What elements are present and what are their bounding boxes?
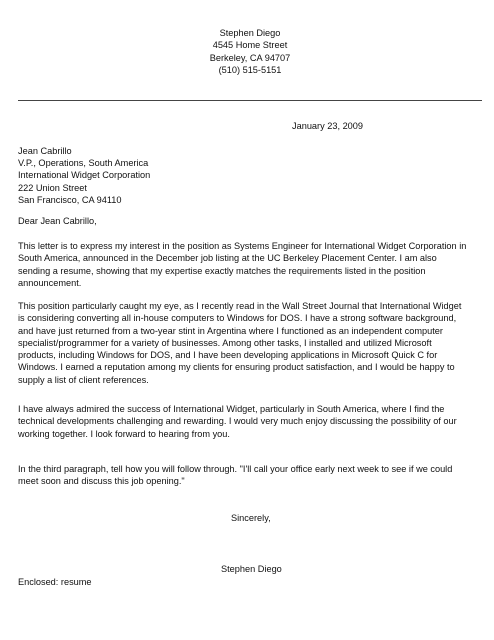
paragraph-line: specialist/programmer for a variety of businesses. Among other tasks, I installed and utilized Microsoft — [18, 337, 432, 348]
enclosure-note: Enclosed: resume — [18, 577, 92, 587]
paragraph-line: working together. I look forward to hearing from you. — [18, 428, 230, 439]
letter-date: January 23, 2009 — [292, 121, 364, 131]
body-paragraph-4 — [18, 463, 488, 488]
recipient-address-block — [18, 145, 150, 206]
paragraph-line: This position particularly caught my eye, as I recently read in the Wall Street Journal that International Widget — [18, 301, 462, 311]
sender-phone: (510) 515-5151 — [218, 65, 282, 76]
paragraph-line: This letter is to express my interest in the position as Systems Engineer for International Widget Corporation in — [18, 241, 467, 251]
sender-name: Stephen Diego — [219, 28, 281, 38]
paragraph-line: supply a list of client references. — [18, 374, 149, 385]
sender-address-block — [175, 27, 325, 77]
paragraph-line: I have always admired the success of International Widget, particularly in South America, where I find the — [18, 404, 445, 414]
sender-city-line: Berkeley, CA 94707 — [209, 52, 291, 63]
recipient-name: Jean Cabrillo — [18, 146, 72, 156]
recipient-title: V.P., Operations, South America — [18, 158, 149, 169]
paragraph-line: technical developments challenging and rewarding. I would very much enjoy discussing the possibility of our — [18, 416, 457, 427]
body-paragraph-3 — [18, 403, 488, 440]
paragraph-line: sending a resume, showing that my expertise exactly matches the requirements listed in the position — [18, 265, 426, 276]
paragraph-line: products, including Windows for DOS, and I have been developing applications in Microsoft Quick C for — [18, 350, 438, 361]
paragraph-line: and have just returned from a two-year stint in Argentina where I functioned as an independent computer — [18, 325, 443, 336]
sender-street: 4545 Home Street — [212, 40, 288, 51]
paragraph-line: Windows. I earned a reputation among my clients for ensuring product satisfaction, and I would be happy to — [18, 362, 455, 373]
paragraph-line: South America, announced in the December job listing at the UC Berkeley Placement Center. I am also — [18, 253, 437, 264]
paragraph-line: In the third paragraph, tell how you will follow through. "I'll call your office early next week to see if we could — [18, 464, 453, 474]
paragraph-line: announcement. — [18, 277, 82, 288]
recipient-company: International Widget Corporation — [18, 170, 151, 181]
recipient-city-line: San Francisco, CA 94110 — [18, 194, 122, 205]
complimentary-closing: Sincerely, — [231, 513, 271, 523]
salutation: Dear Jean Cabrillo, — [18, 216, 97, 226]
paragraph-line: is considering converting all in-house computers to Windows for DOS. I have a strong software background, — [18, 313, 457, 324]
body-paragraph-1 — [18, 240, 488, 289]
signature-name: Stephen Diego — [221, 564, 282, 574]
paragraph-line: meet soon and discuss this job opening." — [18, 476, 185, 487]
body-paragraph-2 — [18, 300, 488, 386]
recipient-street: 222 Union Street — [18, 182, 87, 193]
header-divider — [18, 100, 482, 101]
